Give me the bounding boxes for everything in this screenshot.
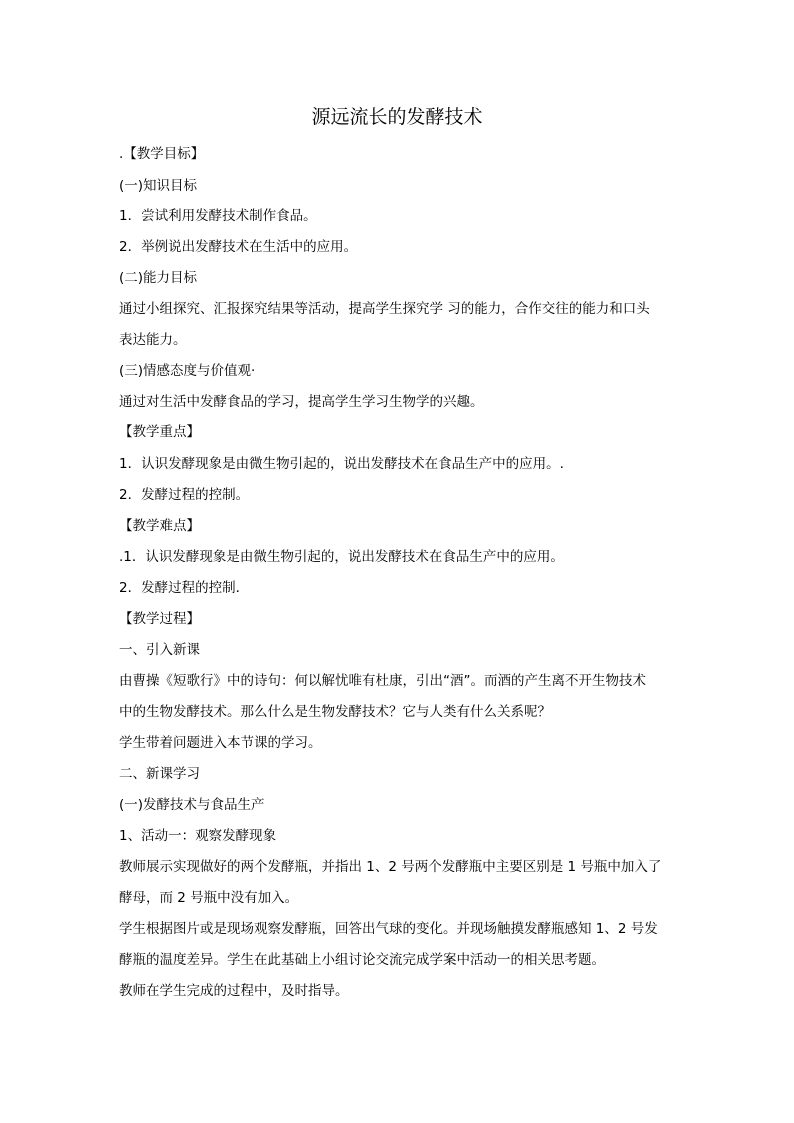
paragraph-line: 2．发酵过程的控制． xyxy=(119,580,250,596)
paragraph-line: 学生带着问题进入本节课的学习。 xyxy=(119,735,322,751)
subheading-ability-goals: (二)能力目标 xyxy=(119,270,198,286)
paragraph-line: 酵瓶的温度差异。学生在此基础上小组讨论交流完成学案中活动一的相关思考题。 xyxy=(119,952,605,968)
paragraph-line: 教师在学生完成的过程中，及时指导。 xyxy=(119,983,349,999)
section-heading-difficult-points: 【教学难点】 xyxy=(119,518,200,534)
subheading-new-lesson: 二、新课学习 xyxy=(119,766,200,782)
subheading-attitude-goals: (三)情感态度与价值观· xyxy=(119,363,256,379)
paragraph-line: 1．认识发酵现象是由微生物引起的，说出发酵技术在食品生产中的应用。. xyxy=(119,456,564,472)
paragraph-line: 2．发酵过程的控制。 xyxy=(119,487,250,503)
section-heading-teaching-goals: .【教学目标】 xyxy=(119,146,205,162)
paragraph-line: 通过小组探究、汇报探究结果等活动，提高学生探究学 习的能力，合作交往的能力和口头 xyxy=(119,301,650,317)
paragraph-line: 教师展示实现做好的两个发酵瓶，并指出 1、2 号两个发酵瓶中主要区别是 1 号瓶中加入了 xyxy=(119,859,662,875)
subheading-activity-one: 1、活动一：观察发酵现象 xyxy=(119,828,277,844)
section-heading-key-points: 【教学重点】 xyxy=(119,424,200,440)
subheading-introduction: 一、引入新课 xyxy=(119,642,200,658)
paragraph-line: 通过对生活中发酵食品的学习，提高学生学习生物学的兴趣。 xyxy=(119,394,484,410)
section-heading-teaching-process: 【教学过程】 xyxy=(119,611,200,627)
paragraph-line: .1．认识发酵现象是由微生物引起的，说出发酵技术在食品生产中的应用。 xyxy=(119,549,564,565)
paragraph-line: 酵母，而 2 号瓶中没有加入。 xyxy=(119,890,299,906)
subheading-fermentation-food: (一)发酵技术与食品生产 xyxy=(119,797,265,813)
paragraph-line: 表达能力。 xyxy=(119,332,187,348)
paragraph-line: 2．举例说出发酵技术在生活中的应用。 xyxy=(119,239,358,255)
subheading-knowledge-goals: (一)知识目标 xyxy=(119,178,198,194)
paragraph-line: 学生根据图片或是现场观察发酵瓶，回答出气球的变化。并现场触摸发酵瓶感知 1、2 号发 xyxy=(119,921,658,937)
paragraph-line: 1．尝试利用发酵技术制作食品。 xyxy=(119,208,317,224)
paragraph-line: 由曹操《短歌行》中的诗句：何以解忧唯有杜康，引出“酒”。而酒的产生离不开生物技术 xyxy=(119,673,646,689)
paragraph-line: 中的生物发酵技术。那么什么是生物发酵技术？它与人类有什么关系呢？ xyxy=(119,704,551,720)
document-title: 源远流长的发酵技术 xyxy=(311,106,483,128)
